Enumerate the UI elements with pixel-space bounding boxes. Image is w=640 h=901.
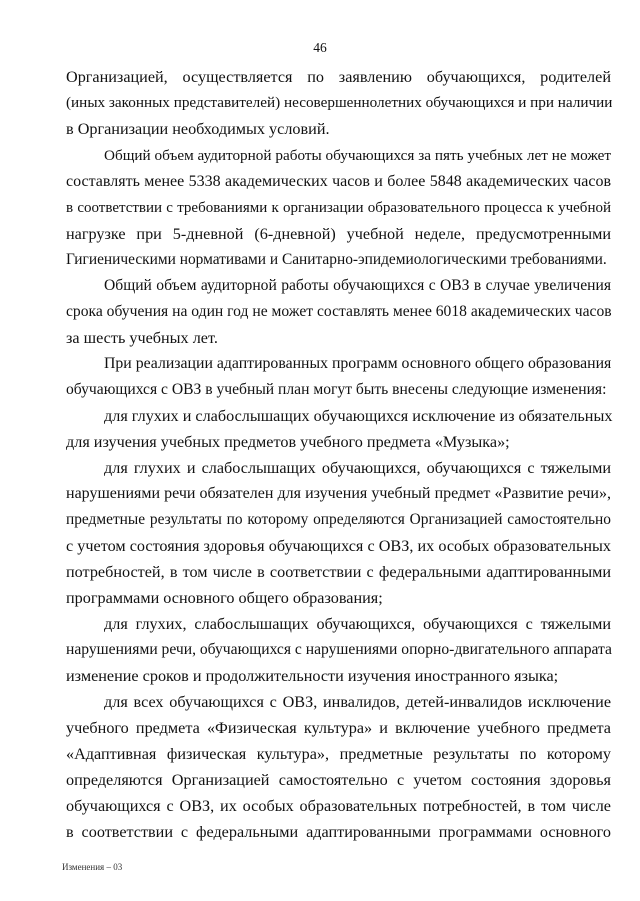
text-line: обучающихся с ОВЗ в учебный план могут быть внесены следующие изменения:	[66, 381, 607, 398]
text-line: срока обучения на один год не может составлять менее 6018 академических часов	[66, 303, 612, 320]
text-line: обучающихся с ОВЗ, их особых образовательных потребностей, в том числе	[66, 797, 611, 815]
text-line: составлять менее 5338 академических часов и более 5848 академических часов	[66, 173, 611, 190]
text-line: нарушениями речи, обучающихся с нарушениями опорно-двигательного аппарата	[66, 641, 612, 658]
text-line: в соответствии с требованиями к организации образовательного процесса к учебной	[66, 200, 611, 216]
text-line: за шесть учебных лет.	[66, 329, 218, 347]
text-line: изменение сроков и продолжительности изучения иностранного языка;	[66, 667, 559, 685]
text-line: определяются Организацией самостоятельно с учетом состояния здоровья	[66, 771, 611, 789]
text-line: предметные результаты по которому определяются Организацией самостоятельно	[66, 511, 611, 528]
text-line: учебного предмета «Физическая культура» и включение учебного предмета	[66, 719, 611, 737]
text-line: Организацией, осуществляется по заявлению обучающихся, родителей	[66, 68, 611, 86]
text-line: в Организации необходимых условий.	[66, 120, 330, 138]
text-line: для изучения учебных предметов учебного предмета «Музыка»;	[66, 433, 510, 451]
footer-revision-note: Изменения – 03	[62, 862, 123, 872]
text-line: Общий объем аудиторной работы обучающихся за пять учебных лет не может	[104, 147, 611, 164]
text-line: с учетом состояния здоровья обучающихся с ОВЗ, их особых образовательных	[66, 537, 611, 555]
text-line: в соответствии с федеральными адаптированными программами основного	[66, 823, 611, 841]
text-line: (иных законных представителей) несовершеннолетних обучающихся и при наличии	[66, 94, 613, 111]
text-line: для глухих и слабослышащих обучающихся, обучающихся с тяжелыми	[104, 459, 611, 477]
page-number: 46	[313, 40, 327, 55]
text-line: для всех обучающихся с ОВЗ, инвалидов, детей-инвалидов исключение	[104, 693, 611, 711]
text-line: для глухих и слабослышащих обучающихся исключение из обязательных	[104, 407, 613, 425]
text-line: для глухих, слабослышащих обучающихся, обучающихся с тяжелыми	[104, 615, 611, 633]
text-line: нарушениями речи обязателен для изучения учебный предмет «Развитие речи»,	[66, 485, 611, 502]
text-line: нагрузке при 5-дневной (6-дневной) учебной неделе, предусмотренными	[66, 225, 611, 243]
text-line: «Адаптивная физическая культура», предметные результаты по которому	[66, 745, 611, 763]
text-line: Гигиеническими нормативами и Санитарно-эпидемиологическими требованиями.	[66, 251, 607, 268]
text-line: программами основного общего образования;	[66, 589, 383, 607]
text-line: Общий объем аудиторной работы обучающихся с ОВЗ в случае увеличения	[104, 277, 611, 294]
text-line: потребностей, в том числе в соответствии с федеральными адаптированными	[66, 563, 611, 581]
text-line: При реализации адаптированных программ основного общего образования	[104, 355, 612, 372]
